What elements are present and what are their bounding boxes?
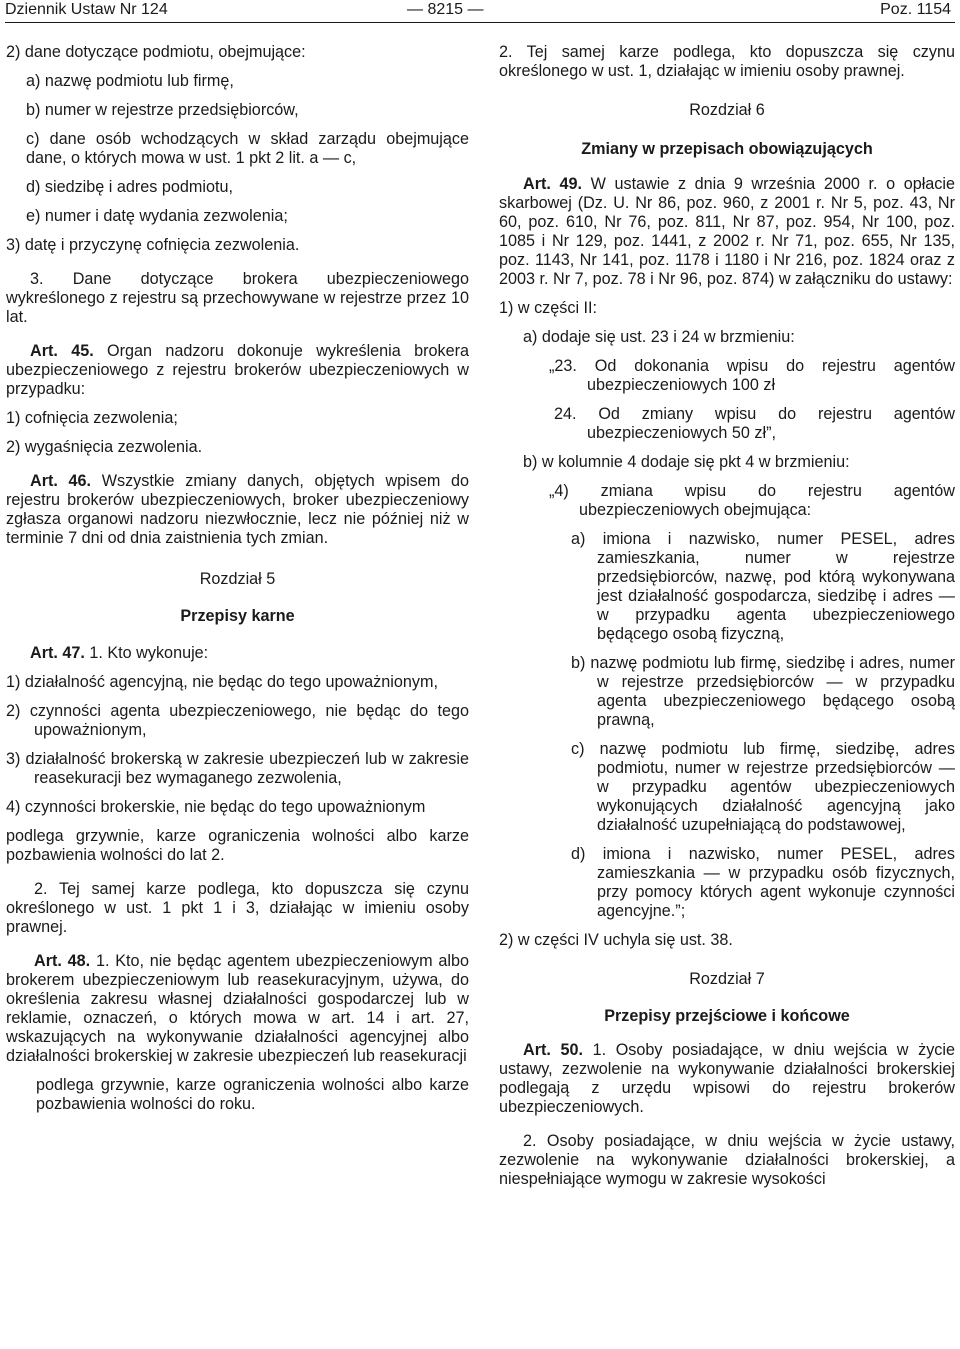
article-50: [499, 1041, 955, 1117]
left-column: [6, 43, 469, 1114]
article-48-text: 1. Kto, nie będąc agentem ubezpieczeniowym albo brokerem ubezpieczeniowym lub reasekuracyjnym, używa, do określenia zakresu własnej działalności gospodarczej lub w reklamie, oznaczeń, o których mowa w art. 14 i art. 27, wskazujących na wykonywanie działalności agencyjnej albo działalności brokerskiej w zakresie ubezpieczeń lub reasekuracji: [6, 952, 469, 1065]
article-50-ust2: 2. Osoby posiadające, w dniu wejścia w życie ustawy, zezwolenie na wykonywanie działalności brokerskiej, a niespełniające wymogu w zakresie wysokości: [499, 1132, 955, 1188]
page-header: [5, 0, 955, 23]
right-column: [499, 43, 955, 1189]
article-47-item-3: 3) działalność brokerską w zakresie ubezpieczeń lub w zakresie reasekuracji bez wymaganego zezwolenia,: [6, 750, 469, 787]
journal-title: Dziennik Ustaw Nr 124: [5, 1, 168, 18]
change-item-2: 2) w części IV uchyla się ust. 38.: [499, 931, 733, 949]
article-50-text: 1. Osoby posiadające, w dniu wejścia w życie ustawy, zezwolenie na wykonywanie działalności brokerskiej podlegają z urzędu wpisowi do rejestru brokerów ubezpieczeniowych.: [499, 1041, 955, 1116]
article-46-text: Wszystkie zmiany danych, objętych wpisem do rejestru brokerów ubezpieczeniowych, broker ubezpieczeniowy zgłasza organowi nadzoru niezwłocznie, lecz nie później niż w terminie 7 dni od dnia zaistnienia tych zmian.: [6, 472, 470, 547]
item-2d: d) siedzibę i adres podmiotu,: [26, 178, 233, 196]
chapter-7-title: Przepisy przejściowe i końcowe: [604, 1007, 850, 1025]
chapter-5-title: Przepisy karne: [180, 607, 295, 625]
paragraph-ust3: 3. Dane dotyczące brokera ubezpieczeniowego wykreślonego z rejestru są przechowywane w rejestrze przez 10 lat.: [6, 270, 469, 326]
change-item-1b: b) w kolumnie 4 dodaje się pkt 4 w brzmieniu:: [523, 453, 850, 471]
article-47-text: 1. Kto wykonuje:: [89, 644, 209, 662]
quoted-pkt-4c: c) nazwę podmiotu lub firmę, siedzibę, adres podmiotu, numer w rejestrze przedsiębiorców — w przypadku agentów ubezpieczeniowych wykonujących działalność agencyjną jako działalność uzupełniającą do podstawowej,: [571, 740, 955, 834]
quoted-pkt-4b: b) nazwę podmiotu lub firmę, siedzibę i adres, numer w rejestrze przedsiębiorców — w przypadku agenta ubezpieczeniowego będącego osobą prawną,: [571, 654, 955, 729]
article-45-label: Art. 45.: [30, 342, 94, 360]
chapter-6-title: Zmiany w przepisach obowiązujących: [581, 140, 873, 158]
article-47-item-4: 4) czynności brokerskie, nie będąc do tego upoważnionym: [6, 798, 426, 816]
article-47-penalty: podlega grzywnie, karze ograniczenia wolności albo karze pozbawienia wolności do lat 2.: [6, 827, 469, 864]
article-47-label: Art. 47.: [30, 644, 85, 662]
article-48-ust2: 2. Tej samej karze podlega, kto dopuszcza się czynu określonego w ust. 1, działając w imieniu osoby prawnej.: [499, 43, 955, 80]
position-number: Poz. 1154: [880, 1, 951, 18]
article-49-label: Art. 49.: [523, 175, 582, 193]
article-48-penalty: podlega grzywnie, karze ograniczenia wolności albo karze pozbawienia wolności do roku.: [36, 1076, 469, 1113]
article-46: [6, 472, 469, 548]
item-3: 3) datę i przyczynę cofnięcia zezwolenia.: [6, 236, 300, 254]
page-number: — 8215 —: [407, 1, 484, 18]
article-47-ust2: 2. Tej samej karze podlega, kto dopuszcza się czynu określonego w ust. 1 pkt 1 i 3, działając w imieniu osoby prawnej.: [6, 880, 469, 936]
item-2e: e) numer i datę wydania zezwolenia;: [26, 207, 288, 225]
change-item-1a: a) dodaje się ust. 23 i 24 w brzmieniu:: [523, 328, 795, 346]
chapter-7-heading: Rozdział 7: [689, 970, 765, 988]
article-48: [6, 952, 469, 1066]
item-2b: b) numer w rejestrze przedsiębiorców,: [26, 101, 299, 119]
quoted-pkt-4d: d) imiona i nazwisko, numer PESEL, adres zamieszkania — w przypadku osób fizycznych, przy pomocy których agent wykonuje czynności agencyjne.”;: [571, 845, 955, 920]
article-47: [6, 644, 469, 663]
item-2c: c) dane osób wchodzących w skład zarządu obejmujące dane, o których mowa w ust. 1 pkt 2 lit. a — c,: [26, 130, 469, 167]
quoted-pkt-4: „4) zmiana wpisu do rejestru agentów ubezpieczeniowych obejmująca:: [549, 482, 955, 519]
article-45-item-1: 1) cofnięcia zezwolenia;: [6, 409, 178, 427]
article-45-item-2: 2) wygaśnięcia zezwolenia.: [6, 438, 203, 456]
quoted-pkt-4a: a) imiona i nazwisko, numer PESEL, adres zamieszkania, numer w rejestrze przedsiębiorców, nazwę, pod którą wykonywana jest działalność gospodarcza, siedzibę i adres — w przypadku agenta ubezpieczeniowego będącego osobą fizyczną,: [571, 530, 955, 643]
quoted-ust-24: 24. Od zmiany wpisu do rejestru agentów ubezpieczeniowych 50 zł”,: [554, 405, 955, 442]
article-47-item-2: 2) czynności agenta ubezpieczeniowego, nie będąc do tego upoważnionym,: [6, 702, 469, 739]
article-45: [6, 342, 469, 399]
item-2: 2) dane dotyczące podmiotu, obejmujące:: [6, 43, 306, 61]
article-46-label: Art. 46.: [30, 472, 92, 490]
change-item-1: 1) w części II:: [499, 299, 598, 317]
article-48-label: Art. 48.: [34, 952, 91, 970]
article-45-text: Organ nadzoru dokonuje wykreślenia brokera ubezpieczeniowego z rejestru brokerów ubezpieczeniowych w przypadku:: [6, 342, 469, 398]
article-49-text: W ustawie z dnia 9 września 2000 r. o opłacie skarbowej (Dz. U. Nr 86, poz. 960, z 2001 r. Nr 5, poz. 43, Nr 60, poz. 610, Nr 76, poz. 811, Nr 87, poz. 954, Nr 100, poz. 1085 i Nr 129, poz. 1441, z 2002 r. Nr 71, poz. 655, Nr 135, poz. 1143, Nr 141, poz. 1178 i 1180 i Nr 216, poz. 1824 oraz z 2003 r. Nr 7, poz. 78 i Nr 96, poz. 874) w załączniku do ustawy:: [499, 175, 955, 288]
chapter-6-heading: Rozdział 6: [689, 101, 765, 119]
chapter-5-heading: Rozdział 5: [199, 570, 276, 588]
item-2a: a) nazwę podmiotu lub firmę,: [26, 72, 234, 90]
article-49: [499, 175, 955, 289]
article-47-item-1: 1) działalność agencyjną, nie będąc do tego upoważnionym,: [6, 673, 438, 691]
quoted-ust-23: „23. Od dokonania wpisu do rejestru agentów ubezpieczeniowych 100 zł: [549, 357, 955, 394]
article-50-label: Art. 50.: [523, 1041, 583, 1059]
